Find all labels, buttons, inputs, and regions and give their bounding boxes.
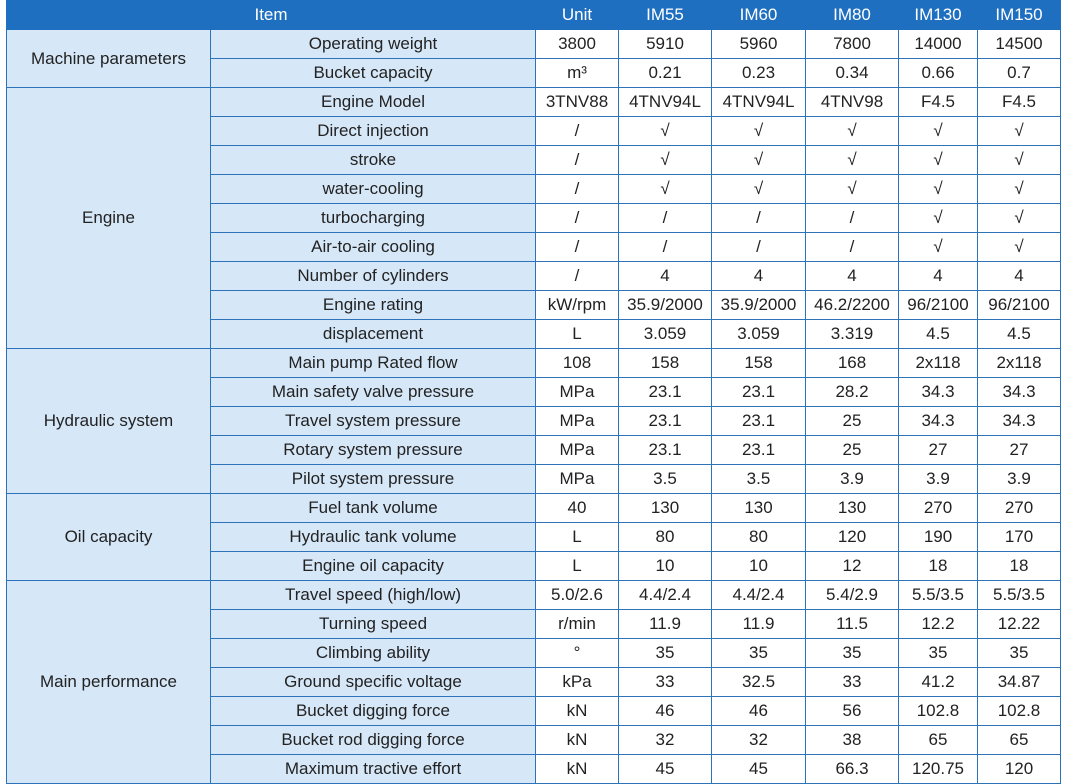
value-cell: 14000: [899, 30, 978, 59]
value-cell: 0.34: [806, 59, 899, 88]
value-cell: √: [619, 146, 712, 175]
value-cell: 0.23: [712, 59, 806, 88]
table-row: [7, 581, 1061, 610]
item-cell: Direct injection: [211, 117, 536, 146]
value-cell: 4: [899, 262, 978, 291]
unit-cell: /: [536, 204, 619, 233]
category-cell: Oil capacity: [7, 494, 211, 581]
value-cell: 34.3: [978, 407, 1061, 436]
unit-cell: kW/rpm: [536, 291, 619, 320]
value-cell: 23.1: [619, 378, 712, 407]
value-cell: F4.5: [899, 88, 978, 117]
value-cell: 11.5: [806, 610, 899, 639]
value-cell: 2x118: [899, 349, 978, 378]
value-cell: 18: [978, 552, 1061, 581]
value-cell: 4TNV94L: [712, 88, 806, 117]
value-cell: 7800: [806, 30, 899, 59]
value-cell: √: [712, 117, 806, 146]
value-cell: 23.1: [712, 407, 806, 436]
value-cell: 168: [806, 349, 899, 378]
value-cell: 32: [712, 726, 806, 755]
value-cell: 190: [899, 523, 978, 552]
unit-cell: /: [536, 233, 619, 262]
category-cell: Engine: [7, 88, 211, 349]
spec-body: [7, 30, 1061, 784]
item-cell: Turning speed: [211, 610, 536, 639]
unit-cell: kPa: [536, 668, 619, 697]
item-cell: Travel speed (high/low): [211, 581, 536, 610]
item-cell: Air-to-air cooling: [211, 233, 536, 262]
value-cell: √: [899, 204, 978, 233]
value-cell: 45: [712, 755, 806, 784]
value-cell: 12.22: [978, 610, 1061, 639]
value-cell: 65: [978, 726, 1061, 755]
value-cell: 120: [806, 523, 899, 552]
value-cell: 35: [712, 639, 806, 668]
value-cell: 5.4/2.9: [806, 581, 899, 610]
value-cell: 102.8: [978, 697, 1061, 726]
value-cell: /: [806, 204, 899, 233]
value-cell: 25: [806, 436, 899, 465]
value-cell: 102.8: [899, 697, 978, 726]
value-cell: 2x118: [978, 349, 1061, 378]
value-cell: 28.2: [806, 378, 899, 407]
value-cell: /: [619, 204, 712, 233]
value-cell: 23.1: [712, 378, 806, 407]
value-cell: 34.3: [899, 378, 978, 407]
value-cell: 10: [712, 552, 806, 581]
value-cell: 65: [899, 726, 978, 755]
table-row: [7, 88, 1061, 117]
value-cell: 4.5: [978, 320, 1061, 349]
item-cell: Rotary system pressure: [211, 436, 536, 465]
value-cell: 120: [978, 755, 1061, 784]
value-cell: F4.5: [978, 88, 1061, 117]
category-cell: Machine parameters: [7, 30, 211, 88]
value-cell: 66.3: [806, 755, 899, 784]
value-cell: √: [899, 146, 978, 175]
value-cell: 170: [978, 523, 1061, 552]
value-cell: 4: [978, 262, 1061, 291]
item-cell: stroke: [211, 146, 536, 175]
value-cell: 0.7: [978, 59, 1061, 88]
value-cell: √: [978, 117, 1061, 146]
value-cell: 10: [619, 552, 712, 581]
value-cell: 32: [619, 726, 712, 755]
item-cell: Bucket capacity: [211, 59, 536, 88]
value-cell: √: [978, 204, 1061, 233]
item-cell: Hydraulic tank volume: [211, 523, 536, 552]
item-cell: Engine Model: [211, 88, 536, 117]
item-cell: Climbing ability: [211, 639, 536, 668]
value-cell: 11.9: [619, 610, 712, 639]
item-cell: Main pump Rated flow: [211, 349, 536, 378]
item-cell: Operating weight: [211, 30, 536, 59]
value-cell: 80: [619, 523, 712, 552]
value-cell: 25: [806, 407, 899, 436]
unit-cell: L: [536, 320, 619, 349]
value-cell: √: [712, 146, 806, 175]
item-cell: Travel system pressure: [211, 407, 536, 436]
value-cell: √: [978, 175, 1061, 204]
header-model: IM55: [619, 1, 712, 30]
unit-cell: /: [536, 175, 619, 204]
table-row: [7, 30, 1061, 59]
value-cell: /: [712, 204, 806, 233]
value-cell: √: [978, 146, 1061, 175]
value-cell: 35.9/2000: [619, 291, 712, 320]
item-cell: Maximum tractive effort: [211, 755, 536, 784]
value-cell: 270: [899, 494, 978, 523]
unit-cell: L: [536, 552, 619, 581]
item-cell: Pilot system pressure: [211, 465, 536, 494]
unit-cell: r/min: [536, 610, 619, 639]
item-cell: Bucket rod digging force: [211, 726, 536, 755]
value-cell: 3.5: [619, 465, 712, 494]
unit-cell: 40: [536, 494, 619, 523]
value-cell: 27: [899, 436, 978, 465]
header-item: Item: [7, 1, 536, 30]
value-cell: 4TNV94L: [619, 88, 712, 117]
value-cell: 33: [806, 668, 899, 697]
value-cell: 18: [899, 552, 978, 581]
value-cell: 130: [712, 494, 806, 523]
value-cell: 3.059: [712, 320, 806, 349]
value-cell: 130: [619, 494, 712, 523]
value-cell: 23.1: [619, 436, 712, 465]
value-cell: 23.1: [712, 436, 806, 465]
unit-cell: /: [536, 262, 619, 291]
value-cell: 96/2100: [978, 291, 1061, 320]
value-cell: 3.9: [899, 465, 978, 494]
value-cell: 46.2/2200: [806, 291, 899, 320]
unit-cell: 5.0/2.6: [536, 581, 619, 610]
value-cell: 46: [619, 697, 712, 726]
header-row: [7, 1, 1061, 30]
item-cell: Engine rating: [211, 291, 536, 320]
item-cell: water-cooling: [211, 175, 536, 204]
value-cell: √: [899, 117, 978, 146]
value-cell: 120.75: [899, 755, 978, 784]
value-cell: 3.9: [978, 465, 1061, 494]
item-cell: displacement: [211, 320, 536, 349]
unit-cell: kN: [536, 726, 619, 755]
unit-cell: m³: [536, 59, 619, 88]
value-cell: 130: [806, 494, 899, 523]
value-cell: 0.66: [899, 59, 978, 88]
value-cell: 35.9/2000: [712, 291, 806, 320]
value-cell: 3.059: [619, 320, 712, 349]
value-cell: √: [619, 117, 712, 146]
value-cell: 34.3: [978, 378, 1061, 407]
value-cell: √: [978, 233, 1061, 262]
unit-cell: 108: [536, 349, 619, 378]
value-cell: 35: [806, 639, 899, 668]
value-cell: 4.5: [899, 320, 978, 349]
value-cell: 35: [899, 639, 978, 668]
value-cell: √: [712, 175, 806, 204]
unit-cell: kN: [536, 755, 619, 784]
unit-cell: MPa: [536, 407, 619, 436]
value-cell: 4: [806, 262, 899, 291]
item-cell: Ground specific voltage: [211, 668, 536, 697]
value-cell: 4.4/2.4: [712, 581, 806, 610]
header-model: IM130: [899, 1, 978, 30]
value-cell: 45: [619, 755, 712, 784]
value-cell: 5.5/3.5: [899, 581, 978, 610]
value-cell: 14500: [978, 30, 1061, 59]
unit-cell: L: [536, 523, 619, 552]
value-cell: 33: [619, 668, 712, 697]
value-cell: 41.2: [899, 668, 978, 697]
unit-cell: /: [536, 146, 619, 175]
value-cell: 35: [619, 639, 712, 668]
value-cell: 80: [712, 523, 806, 552]
value-cell: 27: [978, 436, 1061, 465]
category-cell: Hydraulic system: [7, 349, 211, 494]
value-cell: 3.9: [806, 465, 899, 494]
spec-table: [6, 0, 1061, 784]
value-cell: 23.1: [619, 407, 712, 436]
value-cell: 12: [806, 552, 899, 581]
value-cell: 34.87: [978, 668, 1061, 697]
value-cell: /: [712, 233, 806, 262]
value-cell: 5910: [619, 30, 712, 59]
value-cell: 270: [978, 494, 1061, 523]
value-cell: 158: [712, 349, 806, 378]
value-cell: 46: [712, 697, 806, 726]
value-cell: 96/2100: [899, 291, 978, 320]
item-cell: turbocharging: [211, 204, 536, 233]
item-cell: Number of cylinders: [211, 262, 536, 291]
table-row: [7, 494, 1061, 523]
unit-cell: 3800: [536, 30, 619, 59]
table-row: [7, 349, 1061, 378]
item-cell: Engine oil capacity: [211, 552, 536, 581]
value-cell: 56: [806, 697, 899, 726]
value-cell: 0.21: [619, 59, 712, 88]
value-cell: /: [619, 233, 712, 262]
value-cell: 4: [712, 262, 806, 291]
value-cell: 3.319: [806, 320, 899, 349]
header-model: IM150: [978, 1, 1061, 30]
value-cell: 35: [978, 639, 1061, 668]
unit-cell: 3TNV88: [536, 88, 619, 117]
value-cell: √: [806, 175, 899, 204]
unit-cell: /: [536, 117, 619, 146]
value-cell: 5.5/3.5: [978, 581, 1061, 610]
header-model: IM80: [806, 1, 899, 30]
unit-cell: kN: [536, 697, 619, 726]
value-cell: 12.2: [899, 610, 978, 639]
unit-cell: MPa: [536, 436, 619, 465]
header-unit: Unit: [536, 1, 619, 30]
unit-cell: MPa: [536, 378, 619, 407]
value-cell: 32.5: [712, 668, 806, 697]
value-cell: 3.5: [712, 465, 806, 494]
value-cell: 34.3: [899, 407, 978, 436]
item-cell: Bucket digging force: [211, 697, 536, 726]
value-cell: √: [806, 146, 899, 175]
value-cell: 4.4/2.4: [619, 581, 712, 610]
header-model: IM60: [712, 1, 806, 30]
value-cell: 4: [619, 262, 712, 291]
item-cell: Fuel tank volume: [211, 494, 536, 523]
value-cell: 5960: [712, 30, 806, 59]
value-cell: 158: [619, 349, 712, 378]
category-cell: Main performance: [7, 581, 211, 784]
value-cell: √: [806, 117, 899, 146]
unit-cell: °: [536, 639, 619, 668]
value-cell: √: [899, 233, 978, 262]
value-cell: /: [806, 233, 899, 262]
value-cell: √: [899, 175, 978, 204]
unit-cell: MPa: [536, 465, 619, 494]
value-cell: 11.9: [712, 610, 806, 639]
value-cell: 38: [806, 726, 899, 755]
value-cell: √: [619, 175, 712, 204]
value-cell: 4TNV98: [806, 88, 899, 117]
item-cell: Main safety valve pressure: [211, 378, 536, 407]
